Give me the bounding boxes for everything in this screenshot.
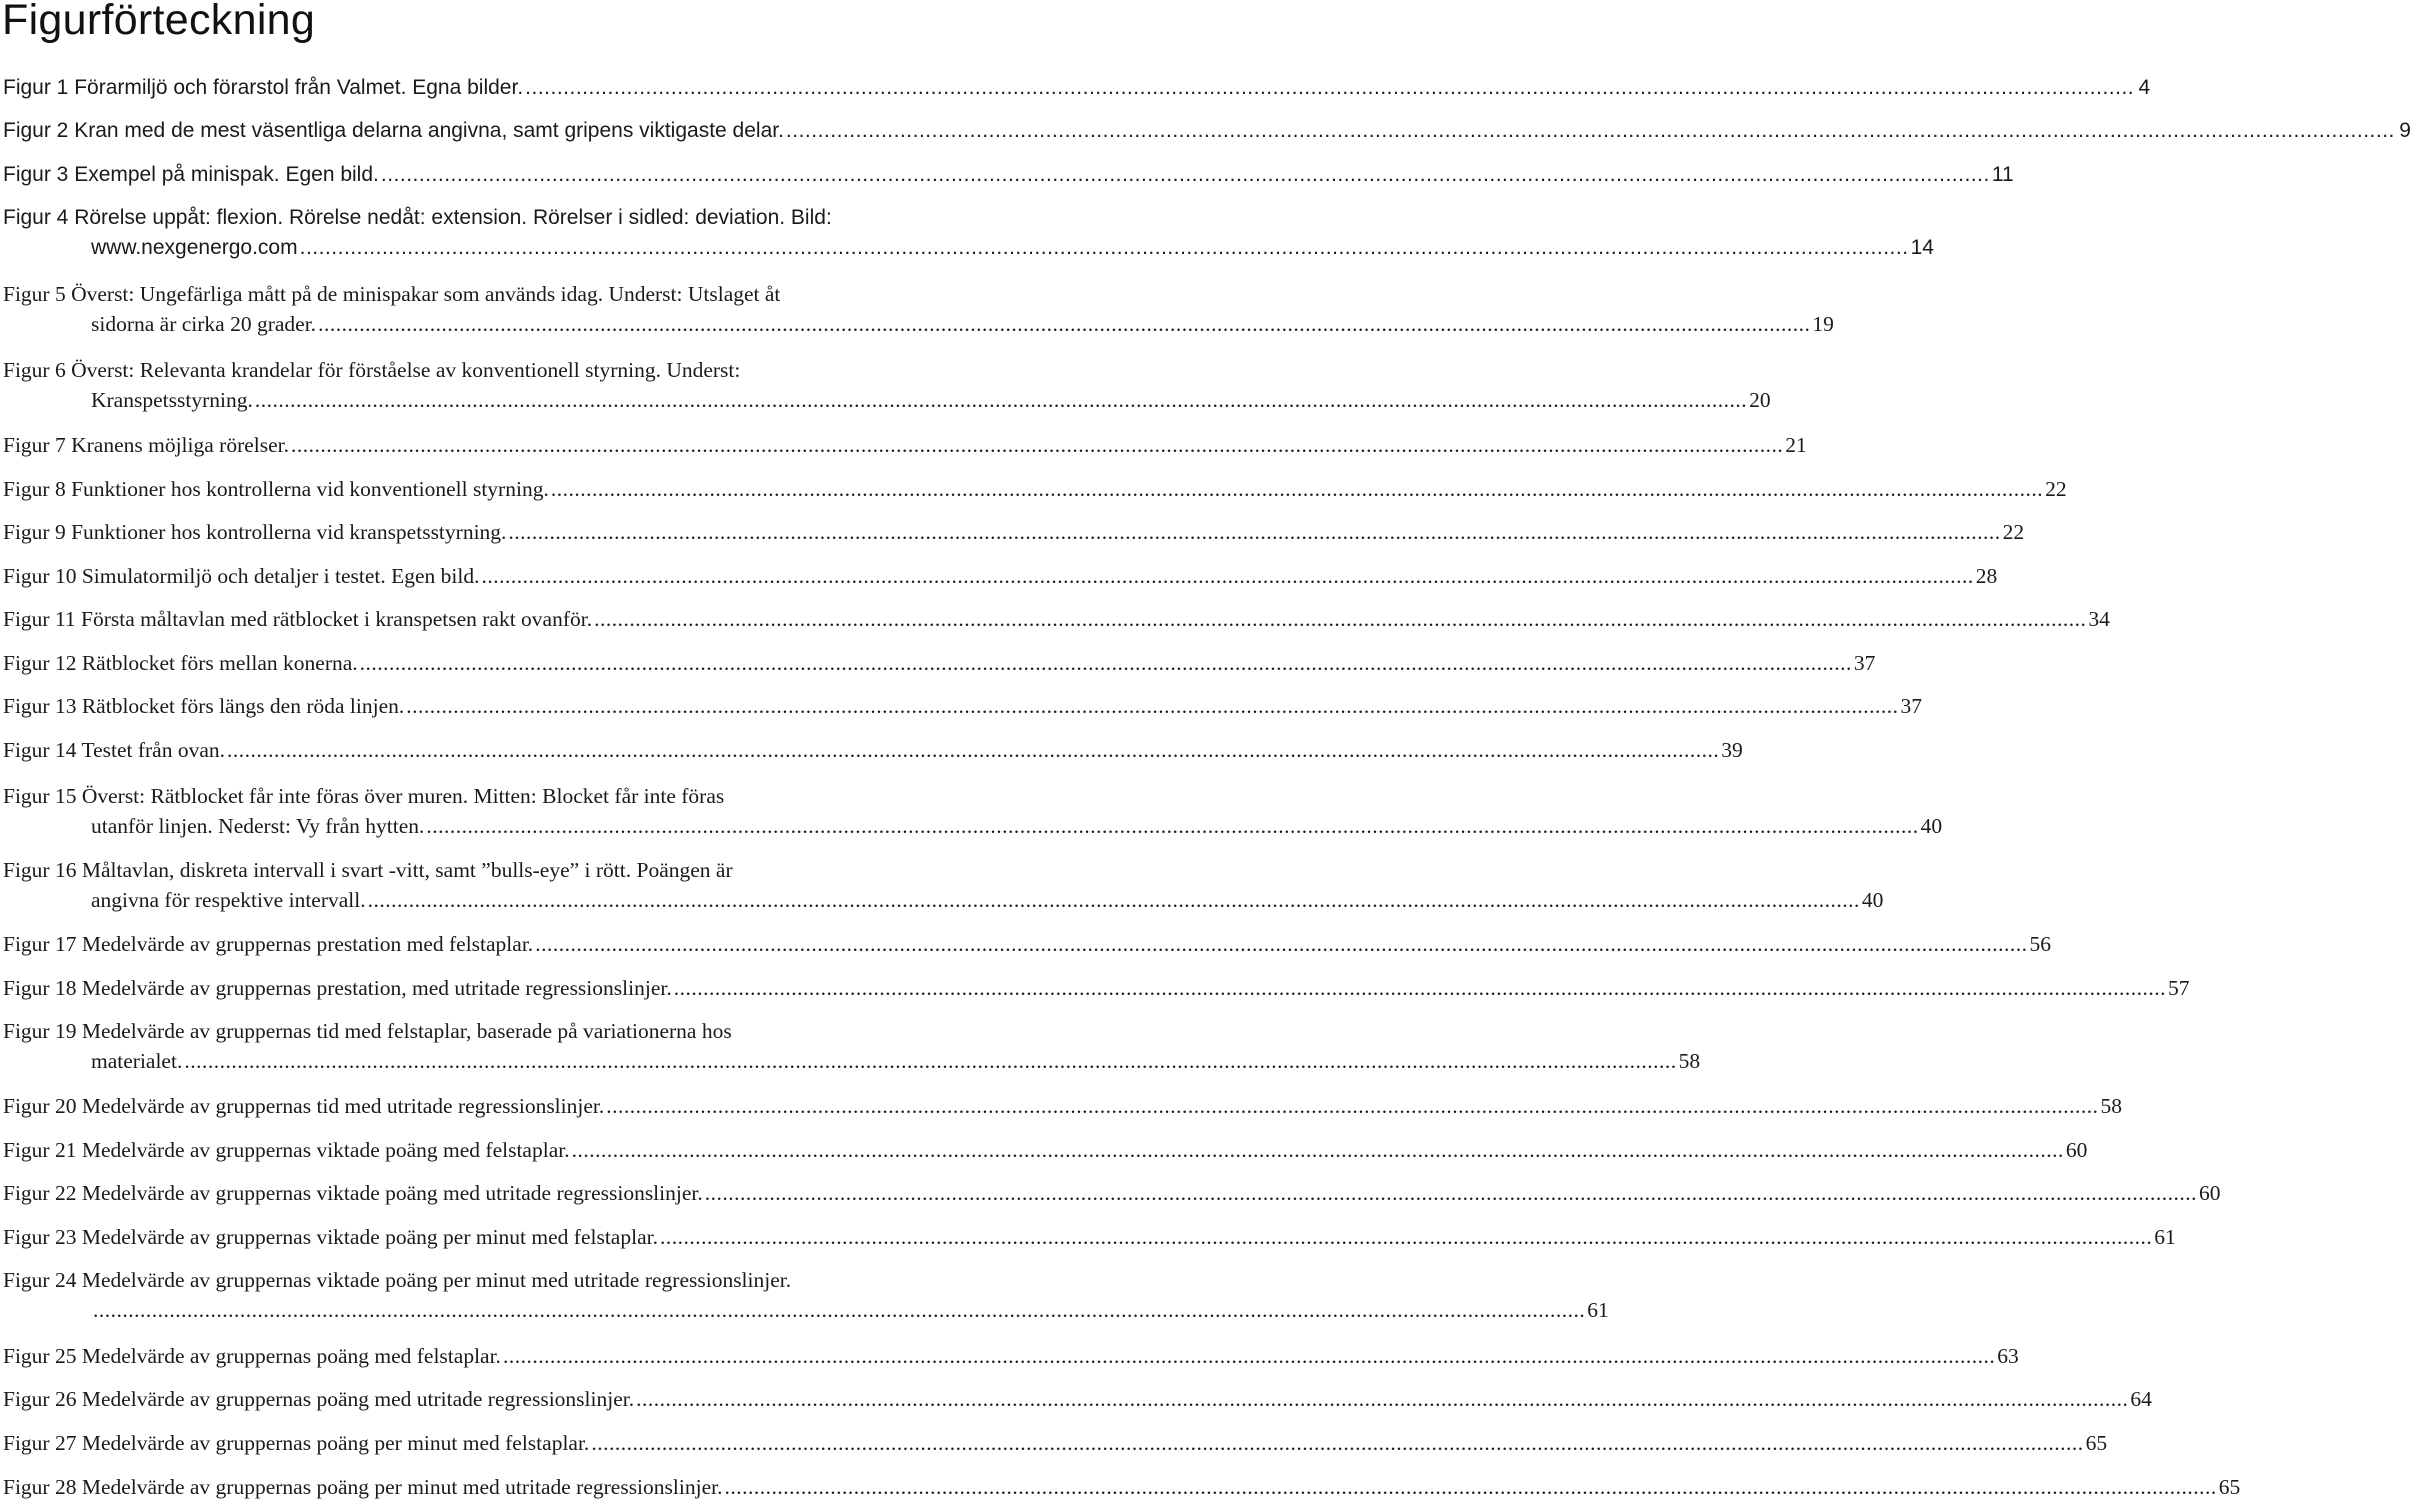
toc-entry-text: Figur 18 Medelvärde av gruppernas prestation, med utritade regressionslinjer. [3, 976, 672, 1000]
toc-entry-continuation [3, 811, 1943, 841]
toc-entry[interactable] [3, 116, 2411, 146]
page-number: 11 [1991, 163, 2014, 186]
toc-entry[interactable] [3, 781, 1943, 841]
dot-leader [406, 691, 1898, 721]
toc-entry-text: Figur 19 Medelvärde av gruppernas tid med felstaplar, baserade på variationerna hos [3, 1019, 732, 1043]
page-number: 61 [1587, 1298, 1609, 1322]
page-number: 65 [2218, 1475, 2241, 1499]
page-number: 22 [2045, 477, 2067, 501]
page-number: 28 [1975, 564, 1998, 588]
toc-entry[interactable] [3, 1222, 2176, 1252]
dot-leader [724, 1472, 2216, 1502]
toc-entry-line [3, 855, 958, 885]
page-number: 20 [1749, 388, 1771, 412]
page-number: 14 [1910, 236, 1934, 259]
dot-leader [503, 1341, 1995, 1371]
toc-entry-line [3, 517, 2025, 547]
toc-entry-line [3, 973, 2190, 1003]
toc-entry-text: Figur 14 Testet från ovan. [3, 738, 226, 762]
toc-entry[interactable] [3, 735, 1743, 765]
toc-entry-line [3, 735, 1743, 765]
toc-entry-line [3, 73, 2151, 103]
toc-entry[interactable] [3, 73, 2151, 103]
dot-leader [93, 1295, 1585, 1325]
page-number: 34 [2088, 607, 2110, 631]
toc-entry-text: Figur 22 Medelvärde av gruppernas viktade poäng med utritade regressionslinjer. [3, 1181, 703, 1205]
dot-leader [300, 233, 1909, 263]
dot-leader [318, 309, 1810, 339]
dot-leader [636, 1384, 2128, 1414]
page-number: 40 [1920, 814, 1943, 838]
dot-leader [426, 811, 1918, 841]
toc-entry[interactable] [3, 604, 2110, 634]
toc-entry[interactable] [3, 1091, 2122, 1121]
toc-entry-text: Figur 10 Simulatormiljö och detaljer i testet. Egen bild. [3, 564, 480, 588]
toc-entry[interactable] [3, 1341, 2019, 1371]
toc-entry-continuation [3, 233, 1934, 263]
toc-entry-text: Figur 13 Rätblocket förs längs den röda linjen. [3, 694, 405, 718]
dot-leader [594, 604, 2086, 634]
toc-entry-line [3, 604, 2110, 634]
toc-entry-text: Figur 27 Medelvärde av gruppernas poäng per minut med felstaplar. [3, 1431, 590, 1455]
toc-entry-text: Figur 21 Medelvärde av gruppernas viktade poäng med felstaplar. [3, 1138, 570, 1162]
toc-entry-continuation [3, 309, 1834, 339]
dot-leader [291, 430, 1783, 460]
page-number: 9 [2399, 119, 2411, 142]
toc-entry[interactable] [3, 1428, 2108, 1458]
dot-leader [705, 1178, 2197, 1208]
toc-entry[interactable] [3, 279, 1834, 339]
toc-entry-text: Figur 8 Funktioner hos kontrollerna vid konventionell styrning. [3, 477, 549, 501]
page-number: 4 [2138, 76, 2151, 99]
page-number: 64 [2130, 1387, 2152, 1411]
toc-entry-text: Figur 11 Första måltavlan med rätblocket i kranspetsen rakt ovanför. [3, 607, 593, 631]
toc-entry-line [3, 648, 1876, 678]
dot-leader [535, 929, 2027, 959]
toc-entry-line [3, 203, 958, 233]
dot-leader [184, 1046, 1676, 1076]
toc-entry-line [3, 1222, 2176, 1252]
toc-entry[interactable] [3, 160, 2014, 190]
toc-entry-text: Figur 15 Överst: Rätblocket får inte föras över muren. Mitten: Blocket får inte föras [3, 784, 725, 808]
toc-entry-continuation [3, 385, 1771, 415]
toc-entry-line [3, 160, 2014, 190]
toc-entry-text: Figur 17 Medelvärde av gruppernas prestation med felstaplar. [3, 932, 534, 956]
toc-entry-text: Figur 7 Kranens möjliga rörelser. [3, 433, 290, 457]
toc-entry-line [3, 929, 2051, 959]
page-number: 61 [2154, 1225, 2176, 1249]
toc-entry[interactable] [3, 203, 1934, 263]
toc-entry-line [3, 116, 2411, 146]
toc-entry[interactable] [3, 1016, 1701, 1076]
dot-leader [360, 648, 1852, 678]
toc-entry-text: Figur 6 Överst: Relevanta krandelar för förståelse av konventionell styrning. Underst: [3, 358, 741, 382]
toc-entry-text: Figur 4 Rörelse uppåt: flexion. Rörelse nedåt: extension. Rörelser i sidled: deviation. Bild: [3, 206, 832, 229]
page-number: 56 [2029, 932, 2051, 956]
toc-entry[interactable] [3, 855, 1884, 915]
page-title: Figurförteckning [2, 0, 316, 44]
toc-entry[interactable] [3, 430, 1807, 460]
toc-entry[interactable] [3, 973, 2190, 1003]
page-number: 19 [1812, 312, 1834, 336]
dot-leader [674, 973, 2166, 1003]
toc-entry[interactable] [3, 1265, 1609, 1325]
toc-entry-text: Figur 24 Medelvärde av gruppernas viktade poäng per minut med utritade regressionslinjer. [3, 1268, 792, 1292]
page-number: 57 [2167, 976, 2190, 1000]
toc-entry-text: Figur 2 Kran med de mest väsentliga delarna angivna, samt gripens viktigaste delar. [3, 119, 784, 142]
toc-entry-text: www.nexgenergo.com [91, 236, 298, 259]
dot-leader [551, 474, 2043, 504]
toc-entry-text: Figur 28 Medelvärde av gruppernas poäng per minut med utritade regressionslinjer. [3, 1475, 723, 1499]
page-number: 37 [1853, 651, 1876, 675]
page-number: 63 [1997, 1344, 2019, 1368]
toc-entry-text: Figur 5 Överst: Ungefärliga mått på de minispakar som används idag. Underst: Utslaget åt [3, 282, 781, 306]
page-number: 21 [1785, 433, 1807, 457]
toc-entry-line [3, 781, 958, 811]
toc-entry[interactable] [3, 517, 2025, 547]
toc-entry-line [3, 1135, 2088, 1165]
dot-leader [255, 385, 1747, 415]
dot-leader [525, 73, 2134, 103]
dot-leader [482, 561, 1974, 591]
toc-entry-continuation [3, 1295, 1609, 1325]
toc-entry-text: Figur 12 Rätblocket förs mellan konerna. [3, 651, 358, 675]
dot-leader [591, 1428, 2083, 1458]
page-number: 58 [1678, 1049, 1701, 1073]
toc-entry[interactable] [3, 561, 1998, 591]
toc-entry-line [3, 1341, 2019, 1371]
page-number: 40 [1861, 888, 1884, 912]
toc-entry-text: utanför linjen. Nederst: Vy från hytten. [91, 814, 425, 838]
toc-entry-line [3, 279, 958, 309]
toc-entry-text: angivna för respektive intervall. [91, 888, 366, 912]
dot-leader [572, 1135, 2064, 1165]
toc-entry-text: Figur 9 Funktioner hos kontrollerna vid kranspetsstyrning. [3, 520, 507, 544]
toc-entry[interactable] [3, 1135, 2088, 1165]
toc-entry[interactable] [3, 1178, 2221, 1208]
toc-entry-text: Figur 25 Medelvärde av gruppernas poäng med felstaplar. [3, 1344, 501, 1368]
toc-entry-line [3, 1265, 958, 1295]
dot-leader [606, 1091, 2098, 1121]
toc-entry-text: Figur 20 Medelvärde av gruppernas tid med utritade regressionslinjer. [3, 1094, 605, 1118]
toc-entry-text: sidorna är cirka 20 grader. [91, 312, 317, 336]
page-number: 60 [2065, 1138, 2088, 1162]
dot-leader [368, 885, 1860, 915]
page-number: 58 [2100, 1094, 2122, 1118]
page-number: 39 [1721, 738, 1743, 762]
page-number: 65 [2085, 1431, 2108, 1455]
toc-entry[interactable] [3, 1472, 2241, 1502]
toc-entry-line [3, 1091, 2122, 1121]
toc-entry-continuation [3, 1046, 1701, 1076]
toc-entry-text: Figur 1 Förarmiljö och förarstol från Valmet. Egna bilder. [3, 76, 524, 99]
toc-entry[interactable] [3, 355, 1771, 415]
toc-entry[interactable] [3, 648, 1876, 678]
dot-leader [786, 116, 2395, 146]
toc-entry-line [3, 355, 958, 385]
toc-entry-line [3, 1178, 2221, 1208]
dot-leader [227, 735, 1719, 765]
toc-entry-continuation [3, 885, 1884, 915]
toc-entry[interactable] [3, 691, 1923, 721]
toc-entry-line [3, 1428, 2108, 1458]
toc-entry-line [3, 1384, 2152, 1414]
dot-leader [660, 1222, 2152, 1252]
dot-leader [508, 517, 2000, 547]
toc-entry-text: Figur 3 Exempel på minispak. Egen bild. [3, 163, 379, 186]
page-number: 37 [1900, 694, 1923, 718]
toc-entry-line [3, 474, 2067, 504]
dot-leader [381, 160, 1990, 190]
toc-entry[interactable] [3, 1384, 2152, 1414]
page-number: 60 [2199, 1181, 2221, 1205]
toc-entry-line [3, 1472, 2241, 1502]
toc-entry[interactable] [3, 929, 2051, 959]
toc-entry-line [3, 430, 1807, 460]
toc-entry-line [3, 1016, 958, 1046]
toc-entry-text: Kranspetsstyrning. [91, 388, 253, 412]
toc-entry-line [3, 691, 1923, 721]
toc-entry-line [3, 561, 1998, 591]
page-number: 22 [2002, 520, 2025, 544]
toc-entry-text: Figur 16 Måltavlan, diskreta intervall i svart -vitt, samt ”bulls-eye” i rött. Poängen är [3, 858, 733, 882]
toc-entry-text: Figur 26 Medelvärde av gruppernas poäng med utritade regressionslinjer. [3, 1387, 635, 1411]
toc-entry-text: Figur 23 Medelvärde av gruppernas viktade poäng per minut med felstaplar. [3, 1225, 658, 1249]
toc-entry-text: materialet. [91, 1049, 183, 1073]
toc-entry[interactable] [3, 474, 2067, 504]
